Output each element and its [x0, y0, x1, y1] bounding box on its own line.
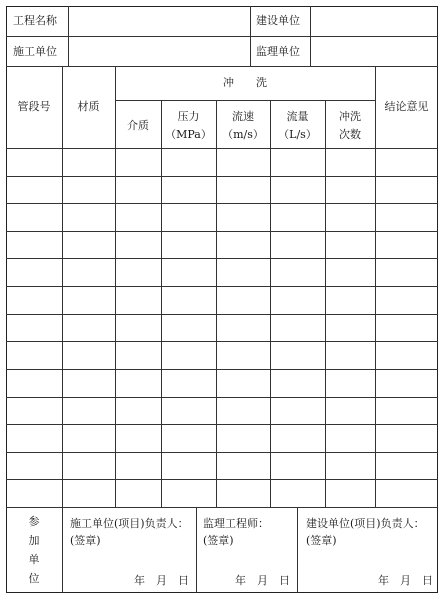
material-header: 材质 [77, 100, 100, 113]
supervisor-date: 年 月 日 [235, 574, 290, 587]
form-frame [6, 6, 438, 593]
table-row-line [6, 341, 438, 342]
builder-label: 施工单位 [13, 45, 57, 58]
table-row-line [6, 452, 438, 453]
project-name-label: 工程名称 [13, 14, 57, 27]
supervisor-seal: (签章) [203, 534, 234, 547]
signature-top-line [6, 507, 438, 508]
col-line-3 [161, 100, 162, 507]
pressure-unit: （MPa） [165, 128, 212, 141]
sig-col-line-3 [297, 507, 298, 593]
table-row-line [6, 203, 438, 204]
header-mid-divider [250, 6, 251, 66]
conclusion-header: 结论意见 [384, 100, 429, 113]
col-line-6 [325, 100, 326, 507]
owner-sign-label: 建设单位(项目)负责人： [306, 517, 425, 530]
flush-header: 冲 洗 [223, 76, 267, 89]
header-bottom-line [6, 66, 438, 67]
participants-label: 参加单位 [28, 515, 40, 585]
table-row-line [6, 397, 438, 398]
builder-sign-label: 施工单位(项目)负责人： [70, 517, 189, 530]
segment-header: 管段号 [17, 100, 51, 113]
supervisor-sign-label: 监理工程师： [203, 517, 269, 530]
table-row-line [6, 314, 438, 315]
medium-header: 介质 [127, 119, 149, 132]
velocity-header: 流速 [232, 110, 254, 123]
col-line-5 [270, 100, 271, 507]
flow-unit: （L/s） [278, 128, 317, 141]
builder-seal: (签章) [70, 534, 101, 547]
table-row-line [6, 176, 438, 177]
header-row-divider [6, 36, 438, 37]
flow-header: 流量 [286, 110, 309, 123]
col-line-4 [216, 100, 217, 507]
table-row-line [6, 286, 438, 287]
sig-col-line-1 [62, 507, 63, 593]
velocity-unit: （m/s） [222, 128, 264, 141]
flush-times-header: 冲洗 [339, 110, 361, 123]
construction-unit-label: 建设单位 [256, 14, 300, 27]
flush-times-header-2: 次数 [339, 128, 361, 141]
table-row-line [6, 231, 438, 232]
flush-subheader-line [115, 100, 375, 101]
table-row-line [6, 258, 438, 259]
builder-date: 年 月 日 [134, 574, 189, 587]
header-label-divider [68, 6, 69, 66]
pressure-header: 压力 [177, 110, 200, 123]
owner-seal: (签章) [306, 534, 337, 547]
table-row-line [6, 424, 438, 425]
header-right-divider [310, 6, 311, 66]
table-row-line [6, 479, 438, 480]
table-row-line [6, 369, 438, 370]
column-header-bottom-line [6, 148, 438, 149]
supervisor-label: 监理单位 [256, 45, 300, 58]
owner-date: 年 月 日 [378, 574, 433, 587]
sig-col-line-2 [196, 507, 197, 593]
